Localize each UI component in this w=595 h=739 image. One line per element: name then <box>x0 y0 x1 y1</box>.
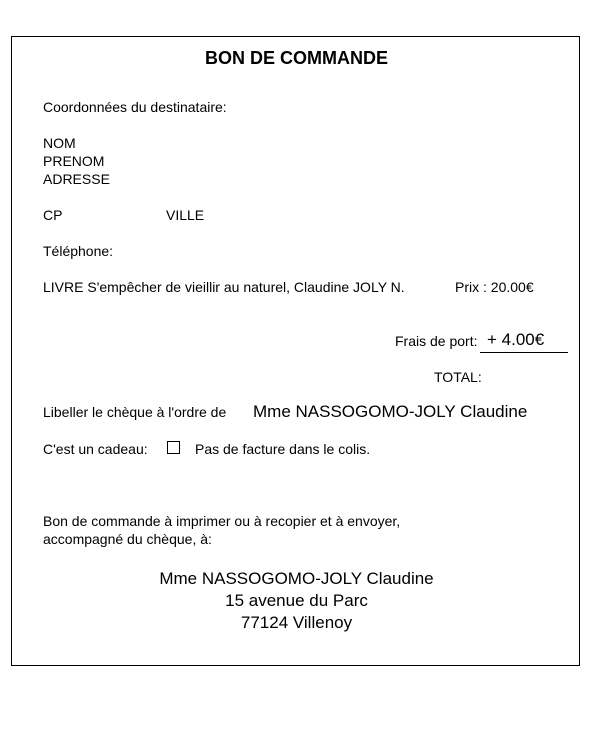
instructions-line-1: Bon de commande à imprimer ou à recopier et à envoyer, <box>43 513 401 529</box>
ville-field-label: VILLE <box>166 207 205 223</box>
product-line: LIVRE S'empêcher de vieillir au naturel, Claudine JOLY N. <box>43 279 405 295</box>
address-name: Mme NASSOGOMO-JOLY Claudine <box>159 569 434 588</box>
cheque-label: Libeller le chèque à l'ordre de <box>43 404 227 420</box>
shipping-value: + 4.00€ <box>487 330 545 349</box>
total-label: TOTAL: <box>434 369 482 385</box>
address-street: 15 avenue du Parc <box>225 591 368 610</box>
prenom-field-label: PRENOM <box>43 153 105 169</box>
telephone-field-label: Téléphone: <box>43 243 114 259</box>
adresse-field-label: ADRESSE <box>43 171 110 187</box>
cheque-payee: Mme NASSOGOMO-JOLY Claudine <box>253 402 528 421</box>
gift-label: C'est un cadeau: <box>43 441 148 457</box>
mailing-address <box>12 568 581 634</box>
price-line: Prix : 20.00€ <box>455 279 534 295</box>
shipping-label: Frais de port: <box>395 333 478 349</box>
recipient-heading: Coordonnées du destinataire: <box>43 99 227 115</box>
gift-note: Pas de facture dans le colis. <box>195 441 371 457</box>
shipping-underline <box>480 352 568 353</box>
form-title: BON DE COMMANDE <box>205 48 388 68</box>
instructions-line-2: accompagné du chèque, à: <box>43 531 212 547</box>
order-form <box>11 36 580 666</box>
cp-field-label: CP <box>43 207 63 223</box>
nom-field-label: NOM <box>43 135 76 151</box>
gift-checkbox[interactable] <box>167 441 180 454</box>
address-city: 77124 Villenoy <box>240 613 353 632</box>
